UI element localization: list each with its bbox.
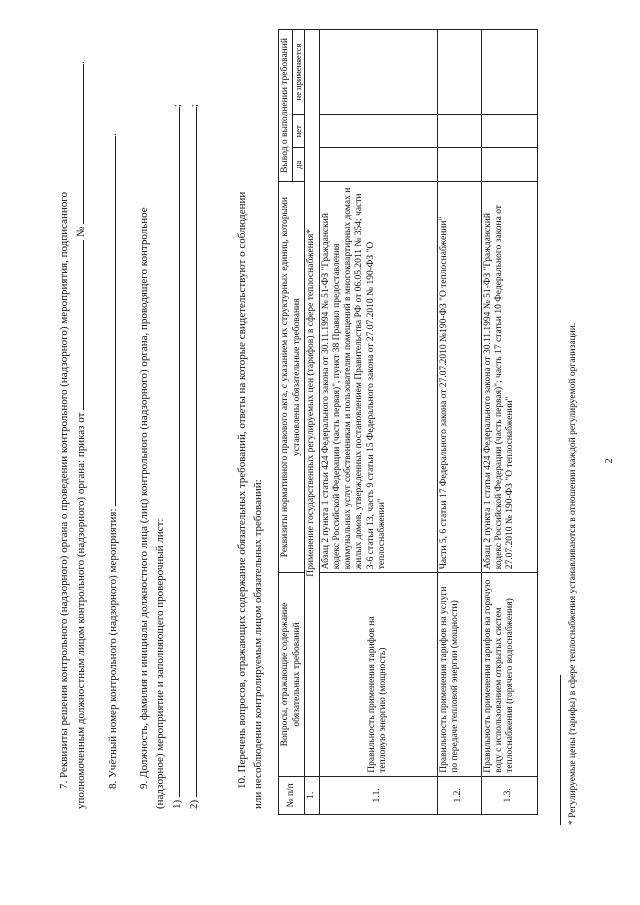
item-7-end: .: [75, 61, 87, 64]
item-10-line-1: 10. Перечень вопросов, отражающих содержание обязательных требований, ответы на которые свидетельствуют о соблюдении: [236, 191, 248, 789]
item-8-text: 8. Учётный номер контрольного (надзорного) мероприятия:: [107, 508, 119, 789]
row-requisites: Части 5, 6 статьи 17 Федерального закона от 27.07.2010 №190-ФЗ "О теплоснабжении": [437, 182, 481, 573]
inspector-1-label: 1): [171, 799, 183, 809]
table-section-row: [305, 30, 319, 815]
section-num: 1.: [305, 776, 319, 814]
na-cell[interactable]: [437, 30, 481, 115]
item-7-line-2-text: уполномоченным должностным лицом контрольного (надзорного) органа: приказ от: [75, 412, 87, 809]
na-cell[interactable]: [319, 30, 437, 115]
item-10-line-2: или несоблюдении контролируемым лицом обязательных требований:: [252, 479, 264, 809]
footnote-rule: [560, 675, 561, 825]
inspector-line-1: [168, 104, 185, 809]
table-row: [481, 30, 537, 815]
header-num: № п/п: [279, 776, 305, 814]
row-question: Правильность применения тарифов на горячую воду с использованием открытых систем теплоснабжения (горячего водоснабжения): [481, 573, 537, 776]
row-question: Правильность применения тарифов на тепловую энергию (мощность): [319, 573, 437, 776]
section-title: Применение государственных регулируемых цен (тарифов) в сфере теплоснабжения*: [305, 30, 319, 777]
header-question: Вопросы, отражающие содержание обязательных требований: [279, 573, 305, 776]
no-cell[interactable]: [481, 115, 537, 149]
row-question: Правильность применения тарифов на услуги по передаче тепловой энергии (мощности): [437, 573, 481, 776]
yes-cell[interactable]: [437, 148, 481, 182]
footnote: * Регулируемые цены (тарифы) в сфере теплоснабжения устанавливаются в отношении каждой регулируемой организации.: [568, 322, 578, 825]
item-8: [104, 133, 121, 789]
yes-cell[interactable]: [481, 148, 537, 182]
header-requisites: Реквизиты нормативного правового акта, с указанием их структурных единиц, которыми установлены обязательные требования: [279, 182, 305, 573]
item-9: [136, 104, 202, 809]
no-cell[interactable]: [437, 115, 481, 149]
na-cell[interactable]: [481, 30, 537, 115]
no-cell[interactable]: [319, 115, 437, 149]
item-10: [234, 192, 266, 809]
row-num: 1.3.: [481, 776, 537, 814]
page-number: 2: [604, 458, 615, 464]
item-8-end: .: [107, 132, 119, 136]
item-7-line-2: [72, 61, 89, 809]
order-number-blank: [72, 64, 84, 224]
inspector-2-label: 2): [188, 799, 200, 809]
inspector-2-end: ;: [188, 104, 200, 108]
row-num: 1.2.: [437, 776, 481, 814]
row-requisites: Абзац 2 пункта 1 статьи 424 Федерального закона от 30.11.1994 № 51-ФЗ "Гражданский кодекс Российской Федерации (часть первая)", пункт 38 Правил предоставления коммунальных услуг собственникам и пользователям помещений в многоквартирных домах и жилых домов, утвержденных постановлением Правительства РФ от 06.05.2011 № 354; части 3-6 статьи 13, часть 9 статьи 15 Федерального закона от 27.07.2010 № 190-ФЗ "О теплоснабжении": [319, 182, 437, 573]
item-8-line: [104, 133, 121, 789]
row-requisites: Абзац 2 пункта 1 статьи 424 Федерального закона от 30.11.1994 № 51-ФЗ "Гражданский кодекс Российской Федерации (часть первая)"; часть 17 статьи 10 Федерального закона от 27.07.2010 № 190-ФЗ "О теплоснабжении": [481, 182, 537, 573]
inspector-1-blank: [168, 107, 180, 797]
order-date-blank: [72, 240, 84, 410]
header-na: не применяется: [293, 30, 305, 115]
item-7-line-1: 7. Реквизиты решения контрольного (надзорного) органа о проведении контрольного (надзорного) мероприятия, подписанного: [58, 191, 70, 789]
item-9-line-1: 9. Должность, фамилия и инициалы должностного лица (лиц) контрольного (надзорного) органа, проводящего контрольное: [138, 207, 150, 789]
header-conclusion: Вывод о выполнении требований: [279, 30, 293, 182]
requirements-table: [278, 29, 538, 815]
registration-number-blank: [104, 136, 116, 506]
inspector-line-2: [185, 104, 202, 809]
table-row: [437, 30, 481, 815]
header-yes: да: [293, 148, 305, 182]
order-number-label: №: [75, 226, 87, 238]
item-7: [56, 61, 89, 809]
yes-cell[interactable]: [319, 148, 437, 182]
inspector-2-blank: [185, 107, 197, 797]
row-num: 1.1.: [319, 776, 437, 814]
header-no: нет: [293, 115, 305, 149]
inspector-1-end: ;: [171, 104, 183, 108]
table-row: [319, 30, 437, 815]
item-9-line-2: (надзорное) мероприятие и заполняющего проверочный лист:: [154, 518, 166, 809]
